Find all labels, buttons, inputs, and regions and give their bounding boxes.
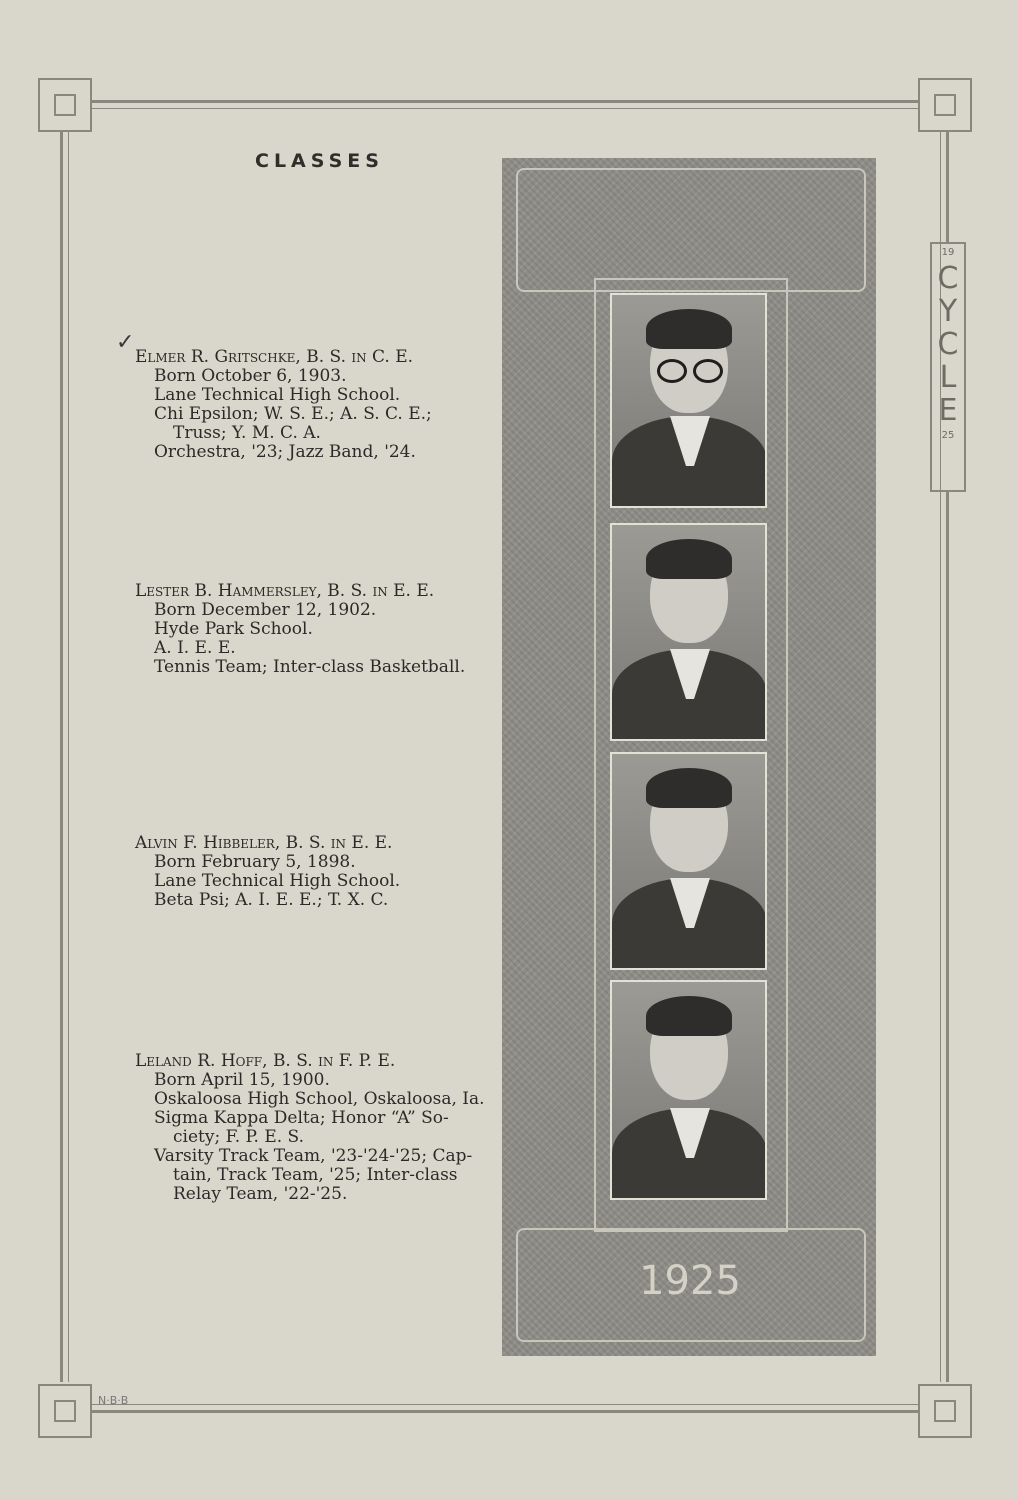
strip-year: 1925	[639, 1258, 741, 1304]
entry-line: Beta Psi; A. I. E. E.; T. X. C.	[154, 890, 389, 910]
side-tab-cycle	[930, 242, 966, 492]
corner-ornament-top-right	[918, 78, 972, 132]
entry-name: Lester B. Hammersley, B. S. in E. E.	[135, 581, 435, 601]
entry-line: Varsity Track Team, '23-'24-'25; Cap-	[154, 1146, 473, 1166]
strip-ornament-top	[516, 168, 866, 292]
entry-name: Leland R. Hoff, B. S. in F. P. E.	[135, 1051, 396, 1071]
glasses-icon	[657, 359, 723, 377]
entry-line: tain, Track Team, '25; Inter-class	[173, 1165, 458, 1185]
frame-bottom-inner	[92, 1404, 920, 1405]
entry-line: Lane Technical High School.	[154, 871, 401, 891]
frame-top-inner	[92, 108, 920, 109]
frame-top	[92, 100, 920, 103]
frame-left	[60, 132, 63, 1382]
entry-line: Truss; Y. M. C. A.	[173, 423, 321, 443]
entry-line: Hyde Park School.	[154, 619, 313, 639]
page-title: CLASSES	[255, 150, 384, 172]
corner-ornament-top-left	[38, 78, 92, 132]
corner-ornament-bottom-right	[918, 1384, 972, 1438]
entry-line: Orchestra, '23; Jazz Band, '24.	[154, 442, 416, 462]
entry-line: Born December 12, 1902.	[154, 600, 377, 620]
entry-line: Tennis Team; Inter-class Basketball.	[154, 657, 466, 677]
side-tab-year-top: 19	[941, 247, 955, 258]
portrait-photo-hoff	[610, 980, 767, 1200]
checkmark-icon: ✓	[116, 330, 135, 355]
side-tab-letter: Y	[938, 294, 958, 329]
corner-ornament-bottom-left	[38, 1384, 92, 1438]
class-entry-hibbeler	[135, 834, 485, 910]
portrait-photo-hibbeler	[610, 752, 767, 970]
entry-name: Alvin F. Hibbeler, B. S. in E. E.	[135, 833, 393, 853]
artist-signature: N·B·B	[98, 1394, 129, 1407]
side-tab-letter: C	[937, 261, 959, 296]
side-tab-letter: C	[937, 327, 959, 362]
side-tab-year-bottom: 25	[941, 430, 955, 441]
frame-right-lower	[946, 492, 949, 1382]
entry-line: Lane Technical High School.	[154, 385, 401, 405]
entry-name: Elmer R. Gritschke, B. S. in C. E.	[135, 347, 414, 367]
class-entry-hoff	[135, 1052, 485, 1204]
class-entry-hammersley	[135, 582, 485, 677]
entry-line: Chi Epsilon; W. S. E.; A. S. C. E.;	[154, 404, 432, 424]
portrait-photo-gritschke	[610, 293, 767, 508]
entry-line: Born October 6, 1903.	[154, 366, 347, 386]
frame-bottom	[92, 1410, 920, 1413]
entry-line: ciety; F. P. E. S.	[173, 1127, 305, 1147]
frame-left-inner	[68, 132, 69, 1382]
entry-line: Sigma Kappa Delta; Honor “A” So-	[154, 1108, 449, 1128]
class-entry-gritschke	[135, 348, 485, 462]
entry-line: Born February 5, 1898.	[154, 852, 356, 872]
frame-right	[946, 132, 949, 242]
portrait-strip	[502, 158, 876, 1356]
entry-line: Born April 15, 1900.	[154, 1070, 330, 1090]
entry-line: A. I. E. E.	[154, 638, 236, 658]
entry-line: Oskaloosa High School, Oskaloosa, Ia.	[154, 1089, 485, 1109]
side-tab-letter: L	[939, 360, 957, 395]
side-tab-letter: E	[938, 393, 958, 428]
portrait-photo-hammersley	[610, 523, 767, 741]
entry-line: Relay Team, '22-'25.	[173, 1184, 348, 1204]
